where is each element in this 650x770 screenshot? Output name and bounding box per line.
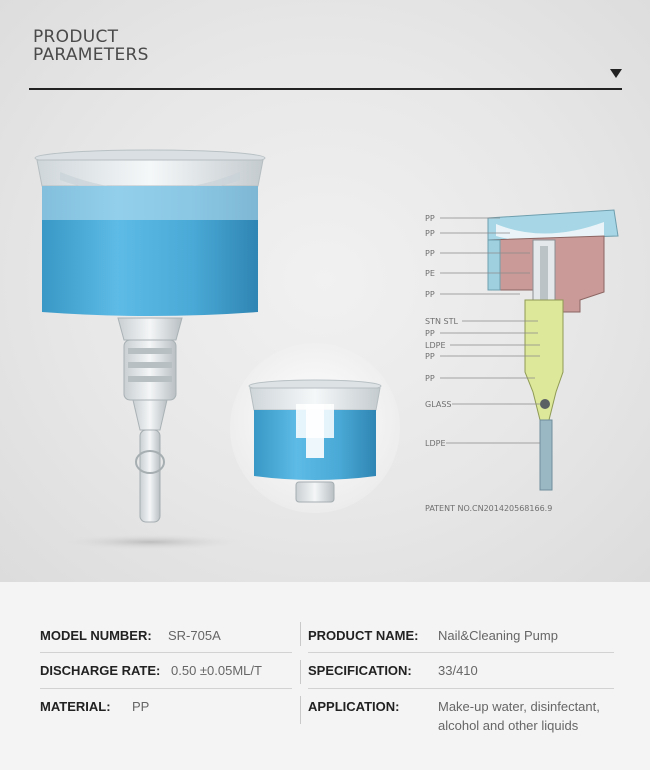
specification-label: SPECIFICATION:: [308, 663, 412, 678]
material-value: PP: [132, 699, 150, 714]
discharge-rate-label: DISCHARGE RATE:: [40, 663, 161, 678]
callout-label: GLASS: [425, 400, 452, 409]
row-divider: [308, 688, 614, 689]
row-divider: [40, 652, 292, 653]
material-label: MATERIAL:: [40, 699, 111, 714]
application-label: APPLICATION:: [308, 699, 400, 714]
callout-label: PP: [425, 229, 435, 238]
cap-detail-inset: [230, 343, 400, 513]
patent-number: PATENT NO.CN201420568166.9: [425, 504, 553, 513]
callout-label: LDPE: [425, 439, 446, 448]
main-pump-image: [35, 150, 265, 550]
callout-label: PP: [425, 329, 435, 338]
callout-label: PP: [425, 214, 435, 223]
specifications-table: [0, 582, 650, 770]
callout-label: STN STL: [425, 317, 458, 326]
column-divider: [300, 622, 301, 646]
title-line-1: PRODUCT: [33, 27, 119, 47]
model-number-label: MODEL NUMBER:: [40, 628, 152, 643]
callout-label: PP: [425, 374, 435, 383]
application-value: Make-up water, disinfectant, alcohol and other liquids: [438, 699, 600, 733]
row-divider: [40, 688, 292, 689]
callout-label: PE: [425, 269, 435, 278]
discharge-rate-value: 0.50 ±0.05ML/T: [171, 663, 262, 678]
model-number-value: SR-705A: [168, 628, 221, 643]
callout-label: PP: [425, 352, 435, 361]
row-divider: [308, 652, 614, 653]
callout-label: PP: [425, 290, 435, 299]
title-line-2: PARAMETERS: [33, 45, 149, 65]
product-name-label: PRODUCT NAME:: [308, 628, 419, 643]
specification-value: 33/410: [438, 663, 478, 678]
column-divider: [300, 660, 301, 684]
callout-label: LDPE: [425, 341, 446, 350]
column-divider: [300, 696, 301, 724]
callout-label: PP: [425, 249, 435, 258]
cross-section-diagram: [488, 210, 618, 490]
product-name-value: Nail&Cleaning Pump: [438, 628, 558, 643]
